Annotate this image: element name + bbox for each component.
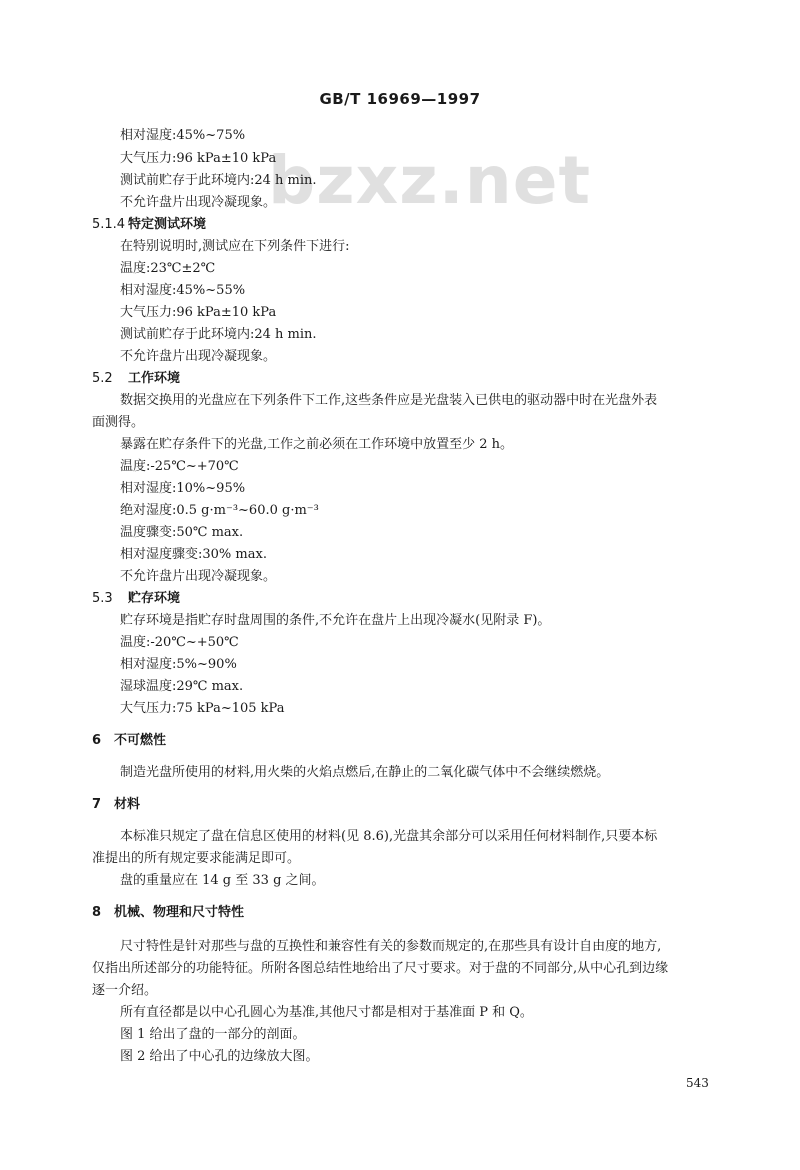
section-number: 6 [92, 733, 102, 748]
text-line: 仅指出所述部分的功能特征。所附各图总结性地给出了尺寸要求。对于盘的不同部分,从中心孔到边缘 [92, 961, 669, 976]
section-title: 不可燃性 [114, 733, 167, 748]
text-line: 大气压力:96 kPa±10 kPa [120, 151, 277, 166]
text-line: 温度骤变:50℃ max. [120, 525, 244, 540]
section-number: 8 [92, 905, 102, 920]
text-line: 图 1 给出了盘的一部分的剖面。 [120, 1027, 306, 1042]
text-line: 在特别说明时,测试应在下列条件下进行: [120, 239, 350, 254]
text-line: 温度:23℃±2℃ [120, 261, 216, 276]
section-heading [92, 732, 166, 749]
text-line: 相对湿度:10%~95% [120, 481, 246, 496]
subsection-heading [92, 590, 180, 607]
text-line: 湿球温度:29℃ max. [120, 679, 244, 694]
text-line: 相对湿度骤变:30% max. [120, 547, 267, 562]
subsection-number: 5.2 [92, 371, 113, 386]
text-line: 不允许盘片出现冷凝现象。 [120, 195, 277, 210]
text-line: 不允许盘片出现冷凝现象。 [120, 569, 277, 584]
text-line: 制造光盘所使用的材料,用火柴的火焰点燃后,在静止的二氧化碳气体中不会继续燃烧。 [120, 765, 610, 780]
text-line: 数据交换用的光盘应在下列条件下工作,这些条件应是光盘装入已供电的驱动器中时在光盘外表 [120, 393, 658, 408]
text-line: 面测得。 [92, 415, 145, 430]
subsection-heading [92, 216, 206, 233]
text-line: 相对湿度:45%~75% [120, 128, 246, 143]
text-line: 绝对湿度:0.5 g·m⁻³~60.0 g·m⁻³ [120, 503, 319, 518]
text-line: 暴露在贮存条件下的光盘,工作之前必须在工作环境中放置至少 2 h。 [120, 437, 514, 452]
section-number: 7 [92, 797, 102, 812]
section-title: 材料 [114, 797, 141, 812]
text-line: 相对湿度:45%~55% [120, 283, 246, 298]
section-heading [92, 904, 244, 921]
text-line: 不允许盘片出现冷凝现象。 [120, 349, 277, 364]
page-number: 543 [686, 1076, 709, 1090]
text-line: 贮存环境是指贮存时盘周围的条件,不允许在盘片上出现冷凝水(见附录 F)。 [120, 613, 551, 628]
page-header: GB/T 16969—1997 [319, 90, 481, 108]
text-line: 温度:-20℃~+50℃ [120, 635, 239, 650]
subsection-title: 贮存环境 [128, 591, 181, 606]
text-line: 所有直径都是以中心孔圆心为基准,其他尺寸都是相对于基准面 P 和 Q。 [120, 1005, 533, 1020]
subsection-number: 5.3 [92, 591, 113, 606]
section-heading [92, 796, 140, 813]
text-line: 相对湿度:5%~90% [120, 657, 237, 672]
text-line: 尺寸特性是针对那些与盘的互换性和兼容性有关的参数而规定的,在那些具有设计自由度的地方, [120, 939, 662, 954]
text-line: 温度:-25℃~+70℃ [120, 459, 239, 474]
text-line: 图 2 给出了中心孔的边缘放大图。 [120, 1049, 319, 1064]
text-line: 本标准只规定了盘在信息区使用的材料(见 8.6),光盘其余部分可以采用任何材料制作,只要本标 [120, 829, 658, 844]
subsection-number: 5.1.4 [92, 217, 126, 232]
watermark: bzxz.net [268, 142, 592, 219]
text-line: 盘的重量应在 14 g 至 33 g 之间。 [120, 873, 325, 888]
text-line: 大气压力:96 kPa±10 kPa [120, 305, 277, 320]
text-line: 大气压力:75 kPa~105 kPa [120, 701, 285, 716]
text-line: 测试前贮存于此环境内:24 h min. [120, 173, 317, 188]
text-line: 准提出的所有规定要求能满足即可。 [92, 851, 301, 866]
text-line: 逐一介绍。 [92, 983, 158, 998]
subsection-title: 工作环境 [128, 371, 181, 386]
subsection-title: 特定测试环境 [128, 217, 207, 232]
subsection-heading [92, 370, 180, 387]
text-line: 测试前贮存于此环境内:24 h min. [120, 327, 317, 342]
section-title: 机械、物理和尺寸特性 [114, 905, 245, 920]
